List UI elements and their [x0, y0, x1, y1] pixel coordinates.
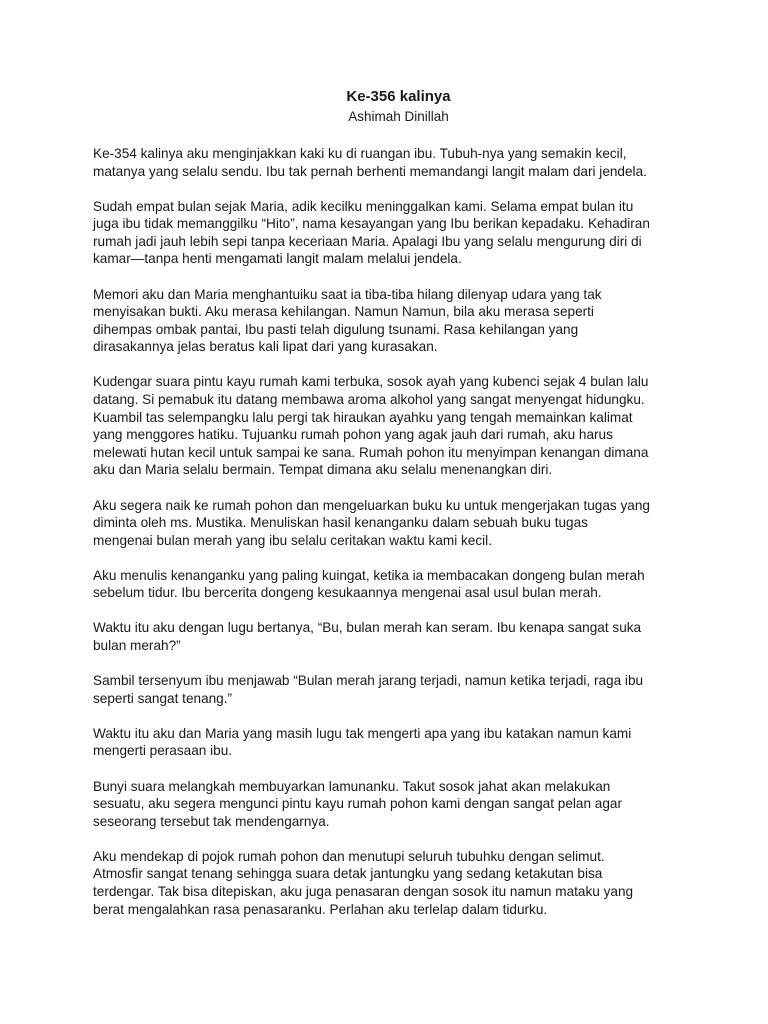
paragraph: Kudengar suara pintu kayu rumah kami terbuka, sosok ayah yang kubenci sejak 4 bulan lalu datang. Si pemabuk itu datang membawa aroma alkohol yang sangat menyengat hidungku. Kuambil tas selempangku lalu pergi tak hiraukan ayahku yang tengah memainkan kalimat yang menggores hatiku. Tujuanku rumah pohon yang agak jauh dari rumah, aku harus melewati hutan kecil untuk sampai ke sana. Rumah pohon itu menyimpan kenangan dimana aku dan Maria selalu bermain. Tempat dimana aku selalu menenangkan diri. [93, 374, 649, 478]
document-title: Ke-356 kalinya [346, 88, 451, 105]
paragraph: Waktu itu aku dan Maria yang masih lugu tak mengerti apa yang ibu katakan namun kami mengerti perasaan ibu. [93, 725, 632, 759]
paragraph: Aku segera naik ke rumah pohon dan mengeluarkan buku ku untuk mengerjakan tugas yang diminta oleh ms. Mustika. Menuliskan hasil kenanganku dalam sebuah buku tugas mengenai bulan merah yang ibu selalu ceritakan waktu kami kecil. [93, 497, 650, 548]
document-author: Ashimah Dinillah [348, 109, 449, 124]
paragraph: Bunyi suara melangkah membuyarkan lamunanku. Takut sosok jahat akan melakukan sesuatu, aku segera mengunci pintu kayu rumah pohon kami dengan sangat pelan agar seseorang tersebut tak mendengarnya. [93, 778, 623, 829]
paragraph: Memori aku dan Maria menghantuiku saat ia tiba-tiba hilang dilenyap udara yang tak menyisakan bukti. Aku merasa kehilangan. Namun Namun, bila aku merasa seperti dihempas ombak pantai, Ibu pasti telah digulung tsunami. Rasa kehilangan yang dirasakannya jelas beratus kali lipat dari yang kurasakan. [93, 286, 602, 355]
paragraph: Aku menulis kenanganku yang paling kuingat, ketika ia membacakan dongeng bulan merah sebelum tidur. Ibu bercerita dongeng kesukaannya mengenai asal usul bulan merah. [93, 567, 645, 601]
paragraph: Sambil tersenyum ibu menjawab “Bulan merah jarang terjadi, namun ketika terjadi, raga ibu seperti sangat tenang.” [93, 673, 644, 706]
paragraph: Waktu itu aku dengan lugu bertanya, “Bu, bulan merah kan seram. Ibu kenapa sangat suka bulan merah?” [93, 620, 642, 654]
paragraph: Aku mendekap di pojok rumah pohon dan menutupi seluruh tubuhku dengan selimut. Atmosfir sangat tenang sehingga suara detak jantungku yang sedang ketakutan bisa terdengar. Tak bisa ditepiskan, aku juga penasaran dengan sosok itu namun mataku yang berat mengalahkan rasa penasaranku. Perlahan aku terlelap dalam tidurku. [93, 848, 634, 917]
paragraph: Ke-354 kalinya aku menginjakkan kaki ku di ruangan ibu. Tubuh-nya yang semakin kecil, matanya yang selalu sendu. Ibu tak pernah berhenti memandangi langit malam dari jendela. [93, 146, 647, 179]
paragraph: Sudah empat bulan sejak Maria, adik kecilku meninggalkan kami. Selama empat bulan itu juga ibu tidak memanggilku “Hito”, nama kesayangan yang Ibu berikan kepadaku. Kehadiran rumah jadi jauh lebih sepi tanpa keceriaan Maria. Apalagi Ibu yang selalu mengurung diri di kamar—tanpa henti mengamati langit malam melalui jendela. [93, 198, 650, 267]
document-body [93, 145, 704, 918]
